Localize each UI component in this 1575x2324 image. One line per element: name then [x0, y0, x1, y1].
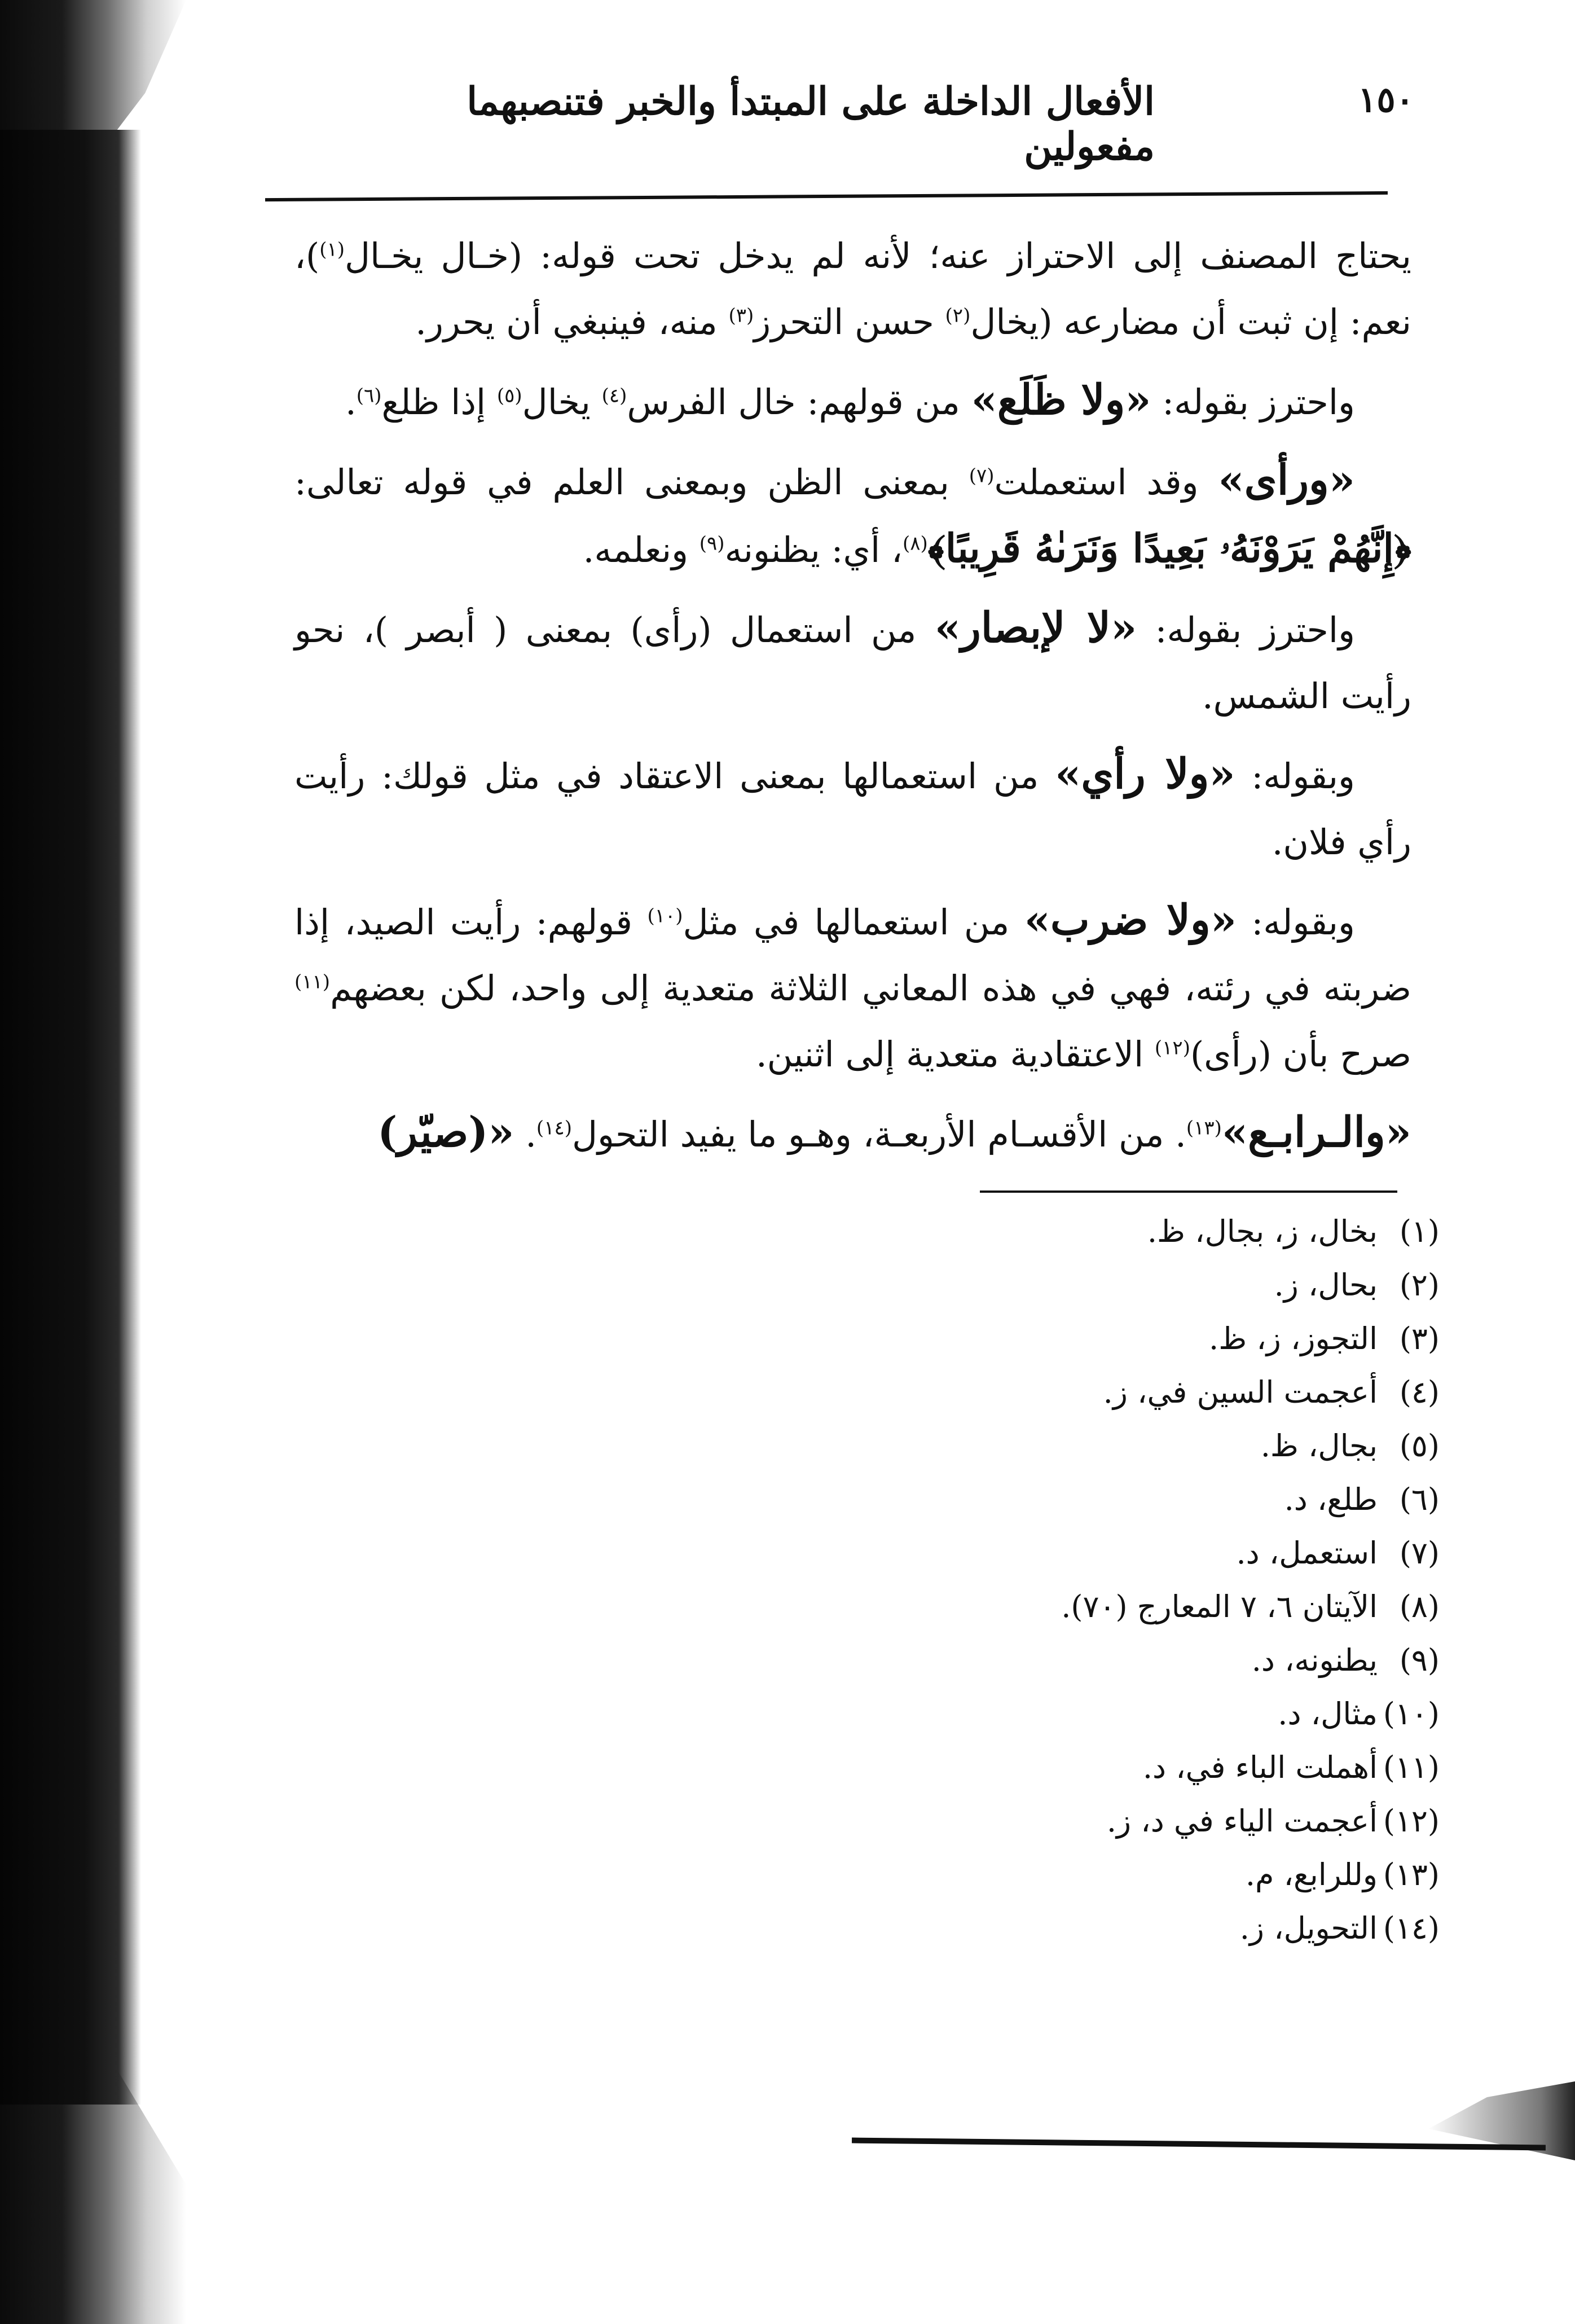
- footnote-item: [537, 1258, 1440, 1312]
- p2-a: واحترز بقوله:: [1151, 381, 1355, 423]
- footnote-number: (٤): [1399, 1374, 1440, 1410]
- p7-a: . من الأقسـام الأربعـة، وهـو ما يفيد التحول: [571, 1114, 1186, 1155]
- footnote-number: (١): [1399, 1214, 1440, 1249]
- footnote-number: (٣): [1399, 1321, 1440, 1356]
- p5-a: وبقوله:: [1235, 755, 1355, 797]
- paragraph-5: [294, 741, 1411, 875]
- p2-b: من قولهم: خال الفرس: [627, 381, 971, 423]
- footnote-number: (٩): [1399, 1642, 1440, 1678]
- footnote-text: أعجمت السين في، ز.: [1103, 1374, 1378, 1410]
- paragraph-3: [294, 447, 1411, 583]
- footnote-ref-12[interactable]: (١٢): [1154, 1036, 1190, 1060]
- keyword-sayyara: «(صيّر): [377, 1108, 514, 1157]
- footnote-item: [537, 1526, 1440, 1580]
- footnote-item: [537, 1794, 1440, 1848]
- p2-d: إذا ظلع: [381, 381, 497, 423]
- footnotes-list: [537, 1205, 1440, 1955]
- footnote-item: [537, 1741, 1440, 1794]
- footnote-item: [537, 1473, 1440, 1526]
- footnote-text: طلع، د.: [1284, 1482, 1378, 1517]
- keyword-wal-rabi: «والـرابـع»: [1221, 1108, 1411, 1157]
- paragraph-6: [294, 888, 1411, 1087]
- p6-d: صرح بأن (رأى): [1190, 1034, 1411, 1075]
- footnote-number: (١٤): [1383, 1910, 1440, 1946]
- p1-a: يحتاج المصنف إلى الاحتراز عنه؛ لأنه لم يدخل تحت قوله: (خـال يخـال: [345, 235, 1411, 276]
- p1-d: منه، فينبغي أن يحرر.: [415, 301, 729, 342]
- footnote-text: استعمل، د.: [1236, 1535, 1378, 1571]
- footnote-text: مثال، د.: [1278, 1696, 1378, 1732]
- footnote-ref-13[interactable]: (١٣): [1186, 1117, 1222, 1140]
- footnote-number: (٧): [1399, 1535, 1440, 1571]
- footnote-item: [537, 1580, 1440, 1633]
- keyword-wala-darb: «ولا ضرب»: [1024, 896, 1237, 944]
- footnote-item: [537, 1419, 1440, 1473]
- footnote-number: (٢): [1399, 1267, 1440, 1303]
- footnote-text: يطنونه، د.: [1251, 1642, 1378, 1678]
- footnote-ref-5[interactable]: (٥): [496, 384, 522, 407]
- keyword-wala-ray: «ولا رأي»: [1055, 750, 1235, 798]
- footnote-ref-4[interactable]: (٤): [601, 384, 627, 407]
- page-number: ١٥٠: [1358, 79, 1414, 120]
- p3-b: بمعنى الظن وبمعنى العلم في قوله تعالى:: [294, 462, 969, 503]
- header-rule: [265, 191, 1388, 201]
- footnote-number: (١٣): [1383, 1857, 1440, 1892]
- footnote-separator: [980, 1190, 1397, 1193]
- footnote-ref-7[interactable]: (٧): [969, 464, 995, 487]
- footnote-ref-3[interactable]: (٣): [728, 304, 754, 327]
- keyword-la-libsar: «لا لإبصار»: [934, 604, 1137, 652]
- footnote-ref-8[interactable]: (٨): [902, 532, 928, 555]
- footnote-item: [537, 1687, 1440, 1741]
- footnote-item: [537, 1901, 1440, 1955]
- paragraph-2: [294, 367, 1411, 435]
- quran-verse: ﴿إِنَّهُمْ يَرَوْنَهُۥ بَعِيدًا وَنَرَىٰهُ قَرِيبًا﴾: [927, 525, 1411, 572]
- footnote-number: (١١): [1383, 1750, 1440, 1785]
- keyword-wala-zala: «ولا ظَلَع»: [971, 376, 1151, 424]
- bottom-rule: [852, 2138, 1546, 2151]
- footnote-number: (٦): [1399, 1482, 1440, 1517]
- footnote-ref-14[interactable]: (١٤): [536, 1117, 572, 1140]
- paragraph-4: [294, 595, 1411, 729]
- footnote-item: [537, 1312, 1440, 1365]
- footnote-item: [537, 1205, 1440, 1258]
- footnote-number: (٨): [1399, 1589, 1440, 1624]
- p6-c: قولهم: رأيت الصيد، إذا ضربته في رئته، فهي في هذه المعاني الثلاثة متعدية إلى واحد، لكن بعضهم: [294, 902, 1411, 1009]
- footnote-text: بخال، ز، بجال، ظ.: [1147, 1214, 1378, 1249]
- p4-b: من استعمال (رأى) بمعنى ( أبصر )، نحو رأيت الشمس.: [294, 609, 1411, 717]
- p1-c: حسن التحرز: [754, 301, 945, 342]
- footnote-text: بحال، ز.: [1274, 1267, 1378, 1303]
- paragraph-1: [294, 223, 1411, 355]
- p3-d: ونعلمه.: [583, 529, 699, 570]
- footnote-ref-11[interactable]: (١١): [294, 970, 331, 994]
- footnote-ref-10[interactable]: (١٠): [647, 904, 683, 928]
- p2-e: .: [345, 381, 357, 423]
- footnote-text: التجوز، ز، ظ.: [1209, 1321, 1378, 1356]
- footnote-number: (٥): [1399, 1428, 1440, 1464]
- footnote-item: [537, 1848, 1440, 1901]
- p5-b: من استعمالها بمعنى الاعتقاد في مثل قولك: رأيت رأي فلان.: [294, 755, 1411, 863]
- footnote-ref-6[interactable]: (٦): [356, 384, 382, 407]
- footnote-item: [537, 1633, 1440, 1687]
- p6-a: وبقوله:: [1236, 902, 1355, 943]
- p6-e: الاعتقادية متعدية إلى اثنين.: [755, 1034, 1155, 1075]
- footnote-number: (١٢): [1383, 1803, 1440, 1839]
- p3-a: وقد استعملت: [994, 462, 1218, 503]
- keyword-raa: «ورأى»: [1218, 456, 1355, 504]
- p6-b: من استعمالها في مثل: [683, 902, 1024, 943]
- p1-b: )، نعم: إن ثبت أن مضارعه (يخال: [294, 235, 1411, 342]
- footnote-text: وللرابع، م.: [1245, 1857, 1378, 1892]
- p4-a: واحترز بقوله:: [1137, 609, 1356, 651]
- scan-shadow-stem: [0, 130, 141, 2105]
- paragraph-7: [294, 1100, 1411, 1167]
- p2-c: يخال: [522, 381, 602, 423]
- footnote-text: بجال، ظ.: [1260, 1428, 1378, 1464]
- footnote-ref-1[interactable]: (١): [319, 238, 345, 261]
- footnote-item: [537, 1365, 1440, 1419]
- footnote-ref-2[interactable]: (٢): [945, 304, 971, 327]
- footnote-ref-9[interactable]: (٩): [699, 532, 725, 555]
- footnote-text: أهملت الباء في، د.: [1142, 1750, 1378, 1785]
- running-title: الأفعال الداخلة على المبتدأ والخبر فتنصبهما مفعولين: [467, 79, 1155, 169]
- footnote-text: الآيتان ٦، ٧ المعارج (٧٠).: [1061, 1589, 1378, 1624]
- p7-b: .: [514, 1114, 536, 1155]
- main-text: [294, 223, 1411, 1180]
- footnote-text: أعجمت الياء في د، ز.: [1106, 1803, 1378, 1839]
- footnote-number: (١٠): [1383, 1696, 1440, 1732]
- p3-c: ، أي: يظنونه: [724, 529, 903, 570]
- footnote-text: التحويل، ز.: [1239, 1910, 1378, 1946]
